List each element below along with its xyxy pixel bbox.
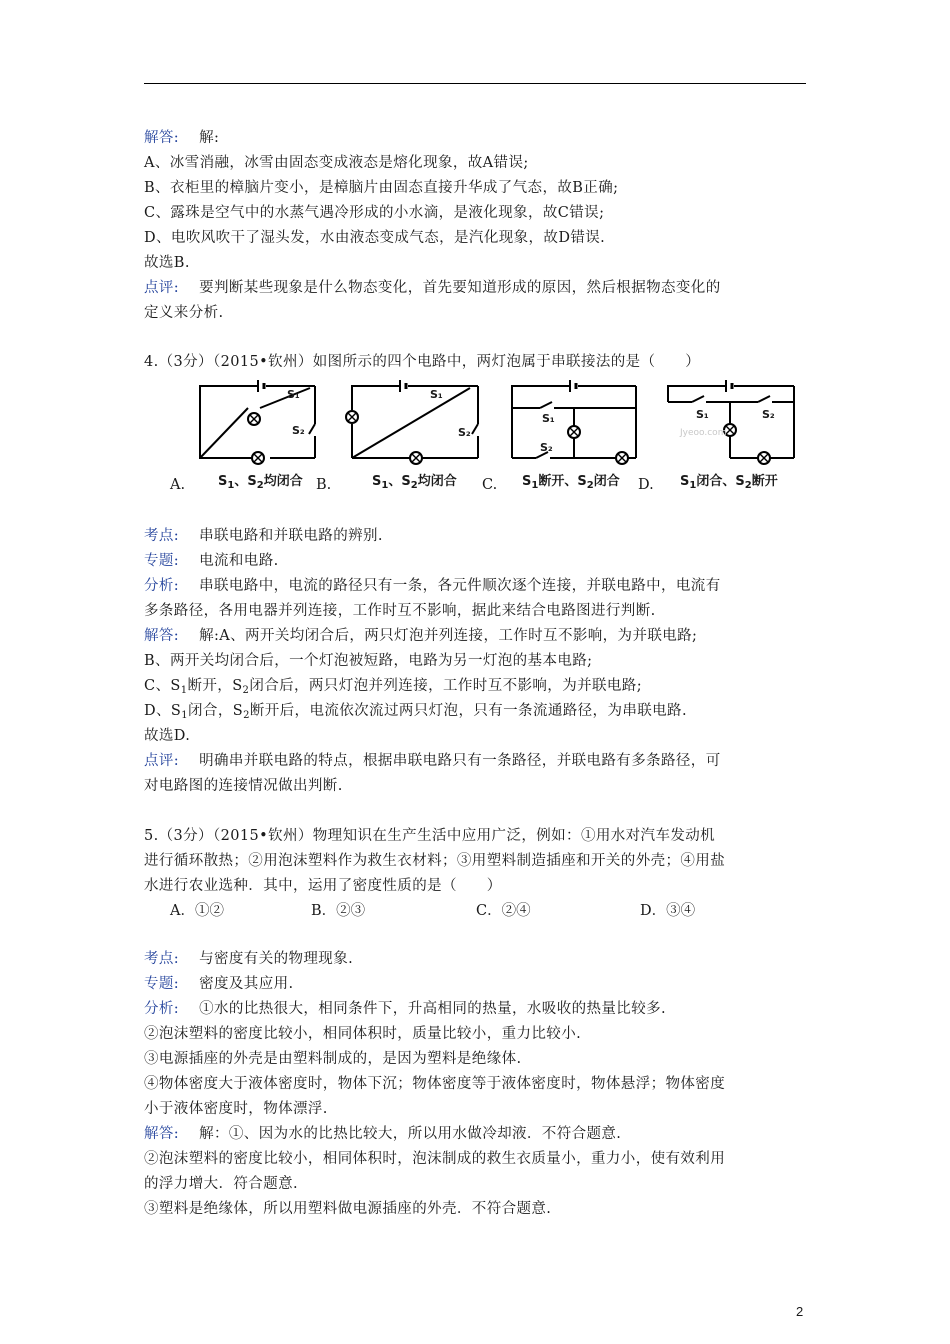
- q4-option-c-caption: $S_1$断开、$S_2$闭合: [522, 474, 620, 491]
- switch-label: S₁: [287, 388, 300, 401]
- q5-stem-3: 水进行农业选种．其中，运用了密度性质的是（ ）: [144, 878, 502, 894]
- circuit-d: [668, 380, 794, 464]
- q3-answer-line-b: B、衣柜里的樟脑片变小，是樟脑片由固态直接升华成了气态，故B正确;: [144, 180, 619, 196]
- q5-fenxi-1: 分析: ①水的比热很大，相同条件下，升高相同的热量，水吸收的热量比较多.: [144, 1001, 666, 1017]
- switch-label: S₂: [762, 408, 775, 421]
- q5-option-a: A．①②: [170, 903, 224, 919]
- q3-answer-line-a: A、冰雪消融，冰雪由固态变成液态是熔化现象，故A错误;: [144, 155, 529, 171]
- q4-jieda-1: 解答: 解:A、两开关均闭合后，两只灯泡并列连接，工作时互不影响，为并联电路;: [144, 628, 698, 644]
- q5-stem-1: 5.（3分）（2015•钦州）物理知识在生产生活中应用广泛，例如：①用水对汽车发动机: [144, 828, 716, 844]
- q5-jieda-3: 的浮力增大．符合题意.: [144, 1176, 299, 1192]
- q4-zhuanti: 专题: 电流和电路.: [144, 553, 279, 569]
- comment-label: 点评:: [144, 280, 180, 296]
- switch-label: S₂: [458, 426, 471, 439]
- q3-answer-heading: 解答: 解:: [144, 130, 220, 146]
- q5-option-d: D．③④: [640, 903, 696, 919]
- q4-option-d-caption: $S_1$闭合、$S_2$断开: [680, 474, 778, 491]
- answer-label: 解答:: [144, 130, 180, 146]
- q5-jieda-4: ③塑料是绝缘体，所以用塑料做电源插座的外壳．不符合题意.: [144, 1201, 552, 1217]
- q4-fenxi-2: 多条路径，各用电器并列连接，工作时互不影响，据此来结合电路图进行判断.: [144, 603, 656, 619]
- switch-label: S₂: [292, 424, 305, 437]
- q4-jieda-4: D、$S_1$闭合，$S_2$断开后，电流依次流过两只灯泡，只有一条流通路径，为串联电路.: [144, 703, 687, 721]
- switch-label: S₁: [542, 412, 555, 425]
- q5-kaodian: 考点: 与密度有关的物理现象.: [144, 951, 354, 967]
- q5-fenxi-3: ③电源插座的外壳是由塑料制成的，是因为塑料是绝缘体.: [144, 1051, 522, 1067]
- q4-option-c-letter: C.: [482, 477, 498, 493]
- q5-jieda-1: 解答: 解：①、因为水的比热比较大，所以用水做冷却液．不符合题意.: [144, 1126, 622, 1142]
- q5-fenxi-2: ②泡沫塑料的密度比较小，相同体积时，质量比较小，重力比较小.: [144, 1026, 582, 1042]
- q3-answer-line-c: C、露珠是空气中的水蒸气遇冷形成的小水滴，是液化现象，故C错误;: [144, 205, 605, 221]
- watermark: Jyeoo.com: [680, 428, 727, 438]
- q4-option-b-caption: $S_1$、$S_2$均闭合: [372, 474, 457, 491]
- q5-option-b: B．②③: [311, 903, 366, 919]
- q4-circuit-figure: [140, 378, 810, 496]
- q3-comment-line-2: 定义来分析.: [144, 305, 224, 321]
- q4-option-d-letter: D.: [638, 477, 654, 493]
- q3-answer-line-d: D、电吹风吹干了湿头发，水由液态变成气态，是汽化现象，故D错误.: [144, 230, 606, 246]
- q4-option-a-letter: A.: [170, 477, 186, 493]
- q4-fenxi-1: 分析: 串联电路中，电流的路径只有一条，各元件顺次逐个连接，并联电路中，电流有: [144, 578, 721, 594]
- switch-label: S₂: [540, 441, 553, 454]
- q4-jieda-5: 故选D.: [144, 728, 191, 744]
- header-rule: [144, 83, 806, 84]
- q3-answer-choice: 故选B.: [144, 255, 190, 271]
- q4-jieda-2: B、两开关均闭合后，一个灯泡被短路，电路为另一灯泡的基本电路;: [144, 653, 593, 669]
- circuit-b: [346, 380, 478, 464]
- q4-dianping-1: 点评: 明确串并联电路的特点，根据串联电路只有一条路径，并联电路有多条路径，可: [144, 753, 721, 769]
- q4-option-b-letter: B.: [316, 477, 332, 493]
- switch-label: S₁: [696, 408, 709, 421]
- q4-jieda-3: C、$S_1$断开，$S_2$闭合后，两只灯泡并列连接，工作时互不影响，为并联电路;: [144, 678, 642, 696]
- circuit-c: [512, 380, 636, 464]
- q4-option-a-caption: $S_1$、$S_2$均闭合: [218, 474, 303, 491]
- q5-zhuanti: 专题: 密度及其应用.: [144, 976, 294, 992]
- q4-stem: 4.（3分）（2015•钦州）如图所示的四个电路中，两灯泡属于串联接法的是（ ）: [144, 354, 701, 370]
- page-number: 2: [796, 1304, 804, 1319]
- q5-option-c: C．②④: [476, 903, 531, 919]
- q3-comment-line-1: 点评: 要判断某些现象是什么物态变化，首先要知道形成的原因，然后根据物态变化的: [144, 280, 721, 296]
- q5-stem-2: 进行循环散热；②用泡沫塑料作为救生衣材料；③用塑料制造插座和开关的外壳；④用盐: [144, 853, 726, 869]
- q4-dianping-2: 对电路图的连接情况做出判断.: [144, 778, 343, 794]
- q4-kaodian: 考点: 串联电路和并联电路的辨别.: [144, 528, 383, 544]
- switch-label: S₁: [430, 388, 443, 401]
- q5-fenxi-4: ④物体密度大于液体密度时，物体下沉；物体密度等于液体密度时，物体悬浮；物体密度: [144, 1076, 726, 1092]
- q5-fenxi-5: 小于液体密度时，物体漂浮.: [144, 1101, 328, 1117]
- q5-jieda-2: ②泡沫塑料的密度比较小，相同体积时，泡沫制成的救生衣质量小，重力小，使有效利用: [144, 1151, 726, 1167]
